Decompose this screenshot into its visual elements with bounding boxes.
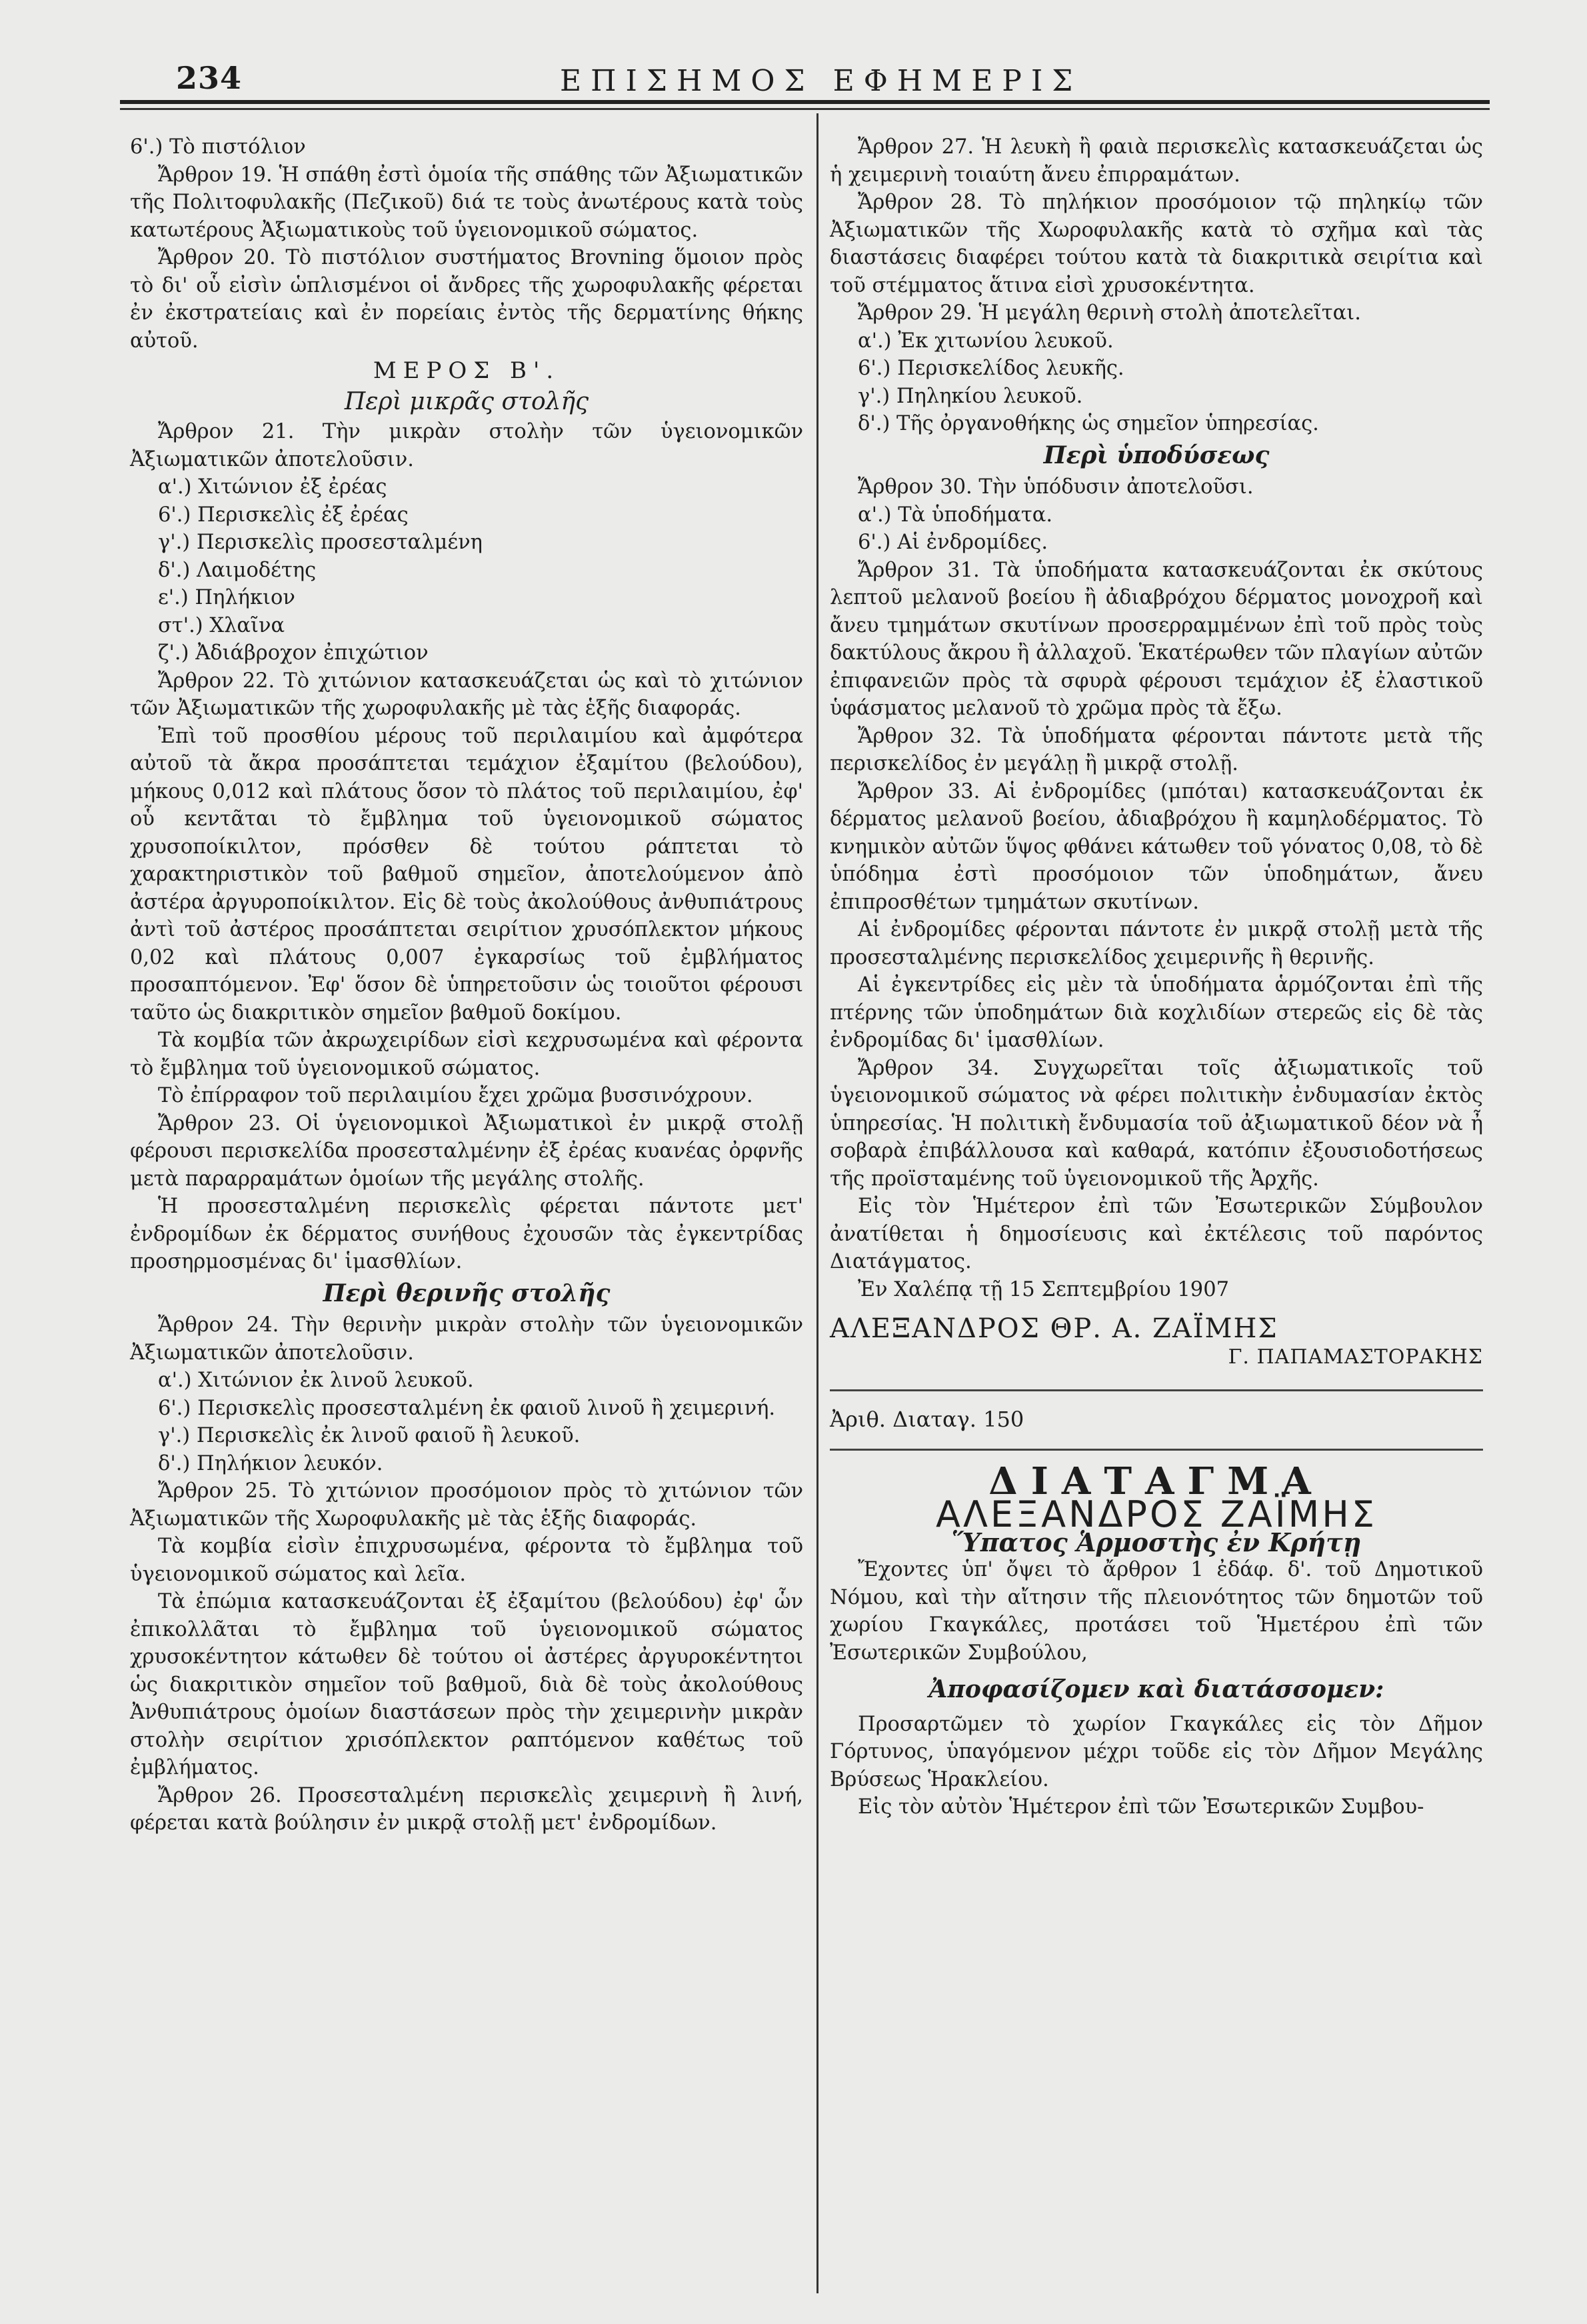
- signature-main: ΑΛΕΞΑΝΔΡΟΣ ΘΡ. Α. ΖΑΪΜΗΣ: [830, 1313, 1278, 1344]
- article-20: Ἄρθρον 20. Τὸ πιστόλιον συστήματος Brovning ὅμοιον πρὸς τὸ δι' οὗ εἰσὶν ὡπλισμένοι οἱ ἄνδρες τῆς χωροφυλακῆς φέρεται ἐν ἐκστρατείαις καὶ ἐν πορείαις ἐντὸς τῆς δερματίνης θήκης αὐτοῦ.: [130, 246, 803, 353]
- paragraph: Εἰς τὸν αὐτὸν Ἡμέτερον ἐπὶ τῶν Ἐσωτερικῶν Συμβου-: [858, 1795, 1424, 1819]
- header-rule: [120, 100, 1490, 104]
- signature-countersign: Γ. ΠΑΠΑΜΑΣΤΟΡΑΚΗΣ: [1228, 1345, 1483, 1369]
- running-title: ΕΠΙΣΗΜΟΣ ΕΦΗΜΕΡΙΣ: [560, 64, 1082, 98]
- issuer-name: ΑΛΕΞΑΝΔΡΟΣ ΖΑΪΜΗΣ: [936, 1493, 1377, 1535]
- part-heading: ΜΕΡΟΣ Β'.: [373, 357, 561, 384]
- list-item: γ'.) Περισκελὶς ἐκ λινοῦ φαιοῦ ἢ λευκοῦ.: [158, 1424, 581, 1447]
- right-column: [830, 133, 1483, 1821]
- paragraph: Τὰ ἐπώμια κατασκευάζονται ἐξ ἐξαμίτου (βελούδου) ἐφ' ὧν ἐπικολλᾶται τὸ ἔμβλημα τοῦ ὑγειονομικοῦ σώματος χρυσοκέντητον κάτωθεν δὲ τούτου οἱ ἀστέρες ἀργυροκέντητοι ὡς διακριτικὸν σημεῖον τοῦ βαθμοῦ, διὰ δὲ τοὺς ἀκολούθους Ἀνθυπιάτρους ὁμοίων διαστάσεων πρὸς τὴν χειμερινὴν μικρὰν στολὴν σειρίτιον χρισόπλεκτον ραπτόμενον καθέτως τοῦ ἐμβλήματος.: [130, 1590, 803, 1779]
- paragraph: Τὸ ἐπίρραφον τοῦ περιλαιμίου ἔχει χρῶμα βυσσινόχρουν.: [158, 1084, 753, 1107]
- list-item: α'.) Ἐκ χιτωνίου λευκοῦ.: [858, 329, 1114, 353]
- article-28: Ἄρθρον 28. Τὸ πηλήκιον προσόμοιον τῷ πηληκίῳ τῶν Ἀξιωματικῶν τῆς Χωροφυλακῆς κατὰ τὸ σχῆμα καὶ τὰς διαστάσεις διαφέρει τούτου κατὰ τὰ διακριτικὰ σειρίτια καὶ τοῦ στέμματος ἅτινα εἰσὶ χρυσοκέντητα.: [830, 191, 1483, 297]
- article-29: Ἄρθρον 29. Ἡ μεγάλη θερινὴ στολὴ ἀποτελεῖται.: [858, 301, 1361, 325]
- paragraph: Αἱ ἐνδρομίδες φέρονται πάντοτε ἐν μικρᾷ στολῇ μετὰ τῆς προσεσταλμένης περισκελίδος χειμερινῆς ἢ θερινῆς.: [830, 918, 1483, 969]
- paragraph: Ἔχοντες ὑπ' ὄψει τὸ ἄρθρον 1 ἐδάφ. δ'. τοῦ Δημοτικοῦ Νόμου, καὶ τὴν αἴτησιν τῆς πλειονότητος τῶν δημοτῶν τοῦ χωρίου Γκαγκάλες, προτάσει τοῦ Ἡμετέρου ἐπὶ τῶν Ἐσωτερικῶν Συμβούλου,: [830, 1558, 1483, 1665]
- article-23: Ἄρθρον 23. Οἱ ὑγειονομικοὶ Ἀξιωματικοὶ ἐν μικρᾷ στολῇ φέρουσι περισκελίδα προσεσταλμένην ἐξ ἐρέας κυανέας ὀρφνῆς μετὰ παραρραμάτων ὁμοίων τῆς μεγάλης στολῆς.: [130, 1111, 803, 1191]
- separator-rule: [830, 1389, 1483, 1391]
- decision-heading: Ἀποφασίζομεν καὶ διατάσσομεν:: [928, 1675, 1384, 1703]
- paragraph: Ἡ προσεσταλμένη περισκελὶς φέρεται πάντοτε μετ' ἐνδρομίδων ἐκ δέρματος συνήθους ἐχουσῶν τὰς ἐγκεντρίδας προσηρμοσμένας δι' ἱμασθλίων.: [130, 1195, 803, 1273]
- list-item: 6'.) Αἱ ἐνδρομίδες.: [858, 531, 1048, 554]
- article-34: Ἄρθρον 34. Συγχωρεῖται τοῖς ἀξιωματικοῖς τοῦ ὑγειονομικοῦ σώματος νὰ φέρει πολιτικὴν ἐνδυμασίαν ἐκτὸς ὑπηρεσίας. Ἡ πολιτικὴ ἔνδυμασία τοῦ ἀξιωματικοῦ δέον νὰ ἦ σοβαρὰ ἐπιβάλλουσα καὶ καθαρά, κατόπιν ἐξουσιοδοτήσεως τῆς προϊσταμένης τοῦ ὑγειονομικοῦ τῆς Ἀρχῆς.: [830, 1056, 1483, 1191]
- list-item: ε'.) Πηλήκιον: [158, 586, 295, 609]
- article-32: Ἄρθρον 32. Τὰ ὑποδήματα φέρονται πάντοτε μετὰ τῆς περισκελίδος ἐν μεγάλῃ ἢ μικρᾷ στολῇ.: [830, 724, 1483, 775]
- issuer-title: Ὕπατος Ἁρμοστὴς ἐν Κρήτῃ: [951, 1527, 1362, 1557]
- article-22: Ἄρθρον 22. Τὸ χιτώνιον κατασκευάζεται ὡς καὶ τὸ χιτώνιον τῶν Ἀξιωματικῶν τῆς χωροφυλακῆς μὲ τὰς ἑξῆς διαφοράς.: [130, 669, 803, 720]
- paragraph: Εἰς τὸν Ἡμέτερον ἐπὶ τῶν Ἐσωτερικῶν Σύμβουλον ἀνατίθεται ἡ δημοσίευσις καὶ ἐκτέλεσις τοῦ παρόντος Διατάγματος.: [830, 1195, 1483, 1273]
- paragraph: Ἐπὶ τοῦ προσθίου μέρους τοῦ περιλαιμίου καὶ ἀμφότερα αὐτοῦ τὰ ἄκρα προσάπτεται τεμάχιον ἐξαμίτου (βελούδου), μήκους 0,012 καὶ πλάτους ὅσον τὸ πλάτος τοῦ περιλαιμίου, ἐφ' οὗ κεντᾶται τὸ ἔμβλημα τοῦ ὑγειονομικοῦ σώματος χρυσοποίκιλτον, πρόσθεν δὲ τούτου ράπτεται τὸ χαρακτηριστικὸν τοῦ βαθμοῦ σημεῖον, ἀποτελούμενον ἀπὸ ἀστέρα ἀργυροποίκιλτον. Εἰς δὲ τοὺς ἀκολούθους ἀνθυπιάτρους ἀντὶ τοῦ ἀστέρος προσάπτεται σειρίτιον χρυσόπλεκτον μήκους 0,02 καὶ πλάτους 0,007 ἐγκαρσίως τοῦ ἐμβλήματος προσαπτόμενον. Ἐφ' ὅσον δὲ ὑπηρετοῦσιν ὡς τοιοῦτοι φέρουσι ταῦτο ὡς διακριτικὸν σημεῖον βαθμοῦ δοκίμου.: [130, 724, 803, 1025]
- section-heading-ypodysis: Περὶ ὑποδύσεως: [1043, 441, 1270, 469]
- list-item: 6'.) Περισκελὶς ἐξ ἐρέας: [158, 503, 409, 527]
- list-item: α'.) Χιτώνιον ἐκ λινοῦ λευκοῦ.: [158, 1369, 474, 1392]
- article-33: Ἄρθρον 33. Αἱ ἐνδρομίδες (μπόται) κατασκευάζονται ἐκ δέρματος μελανοῦ βοείου, ἀδιαβρόχου ἢ καμηλοδέρματος. Τὸ κνημικὸν αὐτῶν ὕψος φθάνει κάτωθεν τοῦ γόνατος 0,08, τὸ δὲ ὑπόδημα ἐστὶ προσόμοιον τῶν ὑποδημάτων, ἄνευ ἐπιπροσθέτων τμημάτων σκυτίνων.: [830, 779, 1483, 914]
- list-item: γ'.) Πηληκίου λευκοῦ.: [858, 384, 1083, 408]
- paragraph: Αἱ ἐγκεντρίδες εἰς μὲν τὰ ὑποδήματα ἁρμόζονται ἐπὶ τῆς πτέρνης τῶν ὑποδημάτων διὰ κοχλιδίων στερεῶς εἰς δὲ τὰς ἐνδρομίδας δι' ἱμασθλίων.: [830, 973, 1483, 1052]
- paragraph: Τὰ κομβία τῶν ἀκρωχειρίδων εἰσὶ κεχρυσωμένα καὶ φέροντα τὸ ἔμβλημα τοῦ ὑγειονομικοῦ σώματος.: [130, 1029, 803, 1080]
- section-heading-therini: Περὶ θερινῆς στολῆς: [323, 1279, 611, 1307]
- list-item: ζ'.) Ἀδιάβροχον ἐπιχώτιον: [158, 641, 429, 665]
- section-heading-mikra: Περὶ μικρᾶς στολῆς: [344, 387, 589, 415]
- page-header: [120, 47, 1486, 107]
- decree-title: ΔΙΑΤΑΓΜΑ: [988, 1459, 1324, 1503]
- date-line: Ἐν Χαλέπᾳ τῇ 15 Σεπτεμβρίου 1907: [858, 1277, 1230, 1301]
- separator-rule: [830, 1449, 1483, 1451]
- paragraph: Τὰ κομβία εἰσὶν ἐπιχρυσωμένα, φέροντα τὸ ἔμβλημα τοῦ ὑγειονομικοῦ σώματος καὶ λεῖα.: [130, 1535, 803, 1586]
- column-divider: [816, 113, 818, 2293]
- article-31: Ἄρθρον 31. Τὰ ὑποδήματα κατασκευάζονται ἐκ σκύτους λεπτοῦ μελανοῦ βοείου ἢ ἀδιαβρόχου δέρματος μονοχροῆ καὶ ἄνευ τμημάτων σκυτίνων προσερραμμένων ἐπὶ τοῦ πρὸς τοὺς δακτύλους ἄκρου ἢ ἀλλαχοῦ. Ἑκατέρωθεν τῶν πλαγίων αὐτῶν ἐπιφανειῶν πρὸς τὰ σφυρὰ φέρουσι τεμάχιον ἐξ ἐλαστικοῦ ὑφάσματος μελανοῦ τὸ χρῶμα πρὸς τὰ ἔξω.: [830, 558, 1483, 720]
- article-19: Ἄρθρον 19. Ἡ σπάθη ἐστὶ ὁμοία τῆς σπάθης τῶν Ἀξιωματικῶν τῆς Πολιτοφυλακῆς (Πεζικοῦ) διά τε τοὺς ἀνωτέρους κατὰ τοὺς κατωτέρους Ἀξιωματικοὺς τοῦ ὑγειονομικοῦ σώματος.: [130, 163, 803, 242]
- list-item: γ'.) Περισκελὶς προσεσταλμένη: [158, 531, 483, 554]
- article-21: Ἄρθρον 21. Τὴν μικρὰν στολὴν τῶν ὑγειονομικῶν Ἀξιωματικῶν ἀποτελοῦσιν.: [130, 420, 803, 471]
- left-column: [130, 133, 803, 1837]
- list-item: δ'.) Λαιμοδέτης: [158, 558, 317, 582]
- article-24: Ἄρθρον 24. Τὴν θερινὴν μικρὰν στολὴν τῶν ὑγειονομικῶν Ἀξιωματικῶν ἀποτελοῦσιν.: [130, 1313, 803, 1365]
- list-item: στ'.) Χλαῖνα: [158, 613, 285, 637]
- article-26: Ἄρθρον 26. Προσεσταλμένη περισκελὶς χειμερινὴ ἢ λινή, φέρεται κατὰ βούλησιν ἐν μικρᾷ στολῇ μετ' ἐνδρομίδων.: [130, 1783, 803, 1835]
- article-25: Ἄρθρον 25. Τὸ χιτώνιον προσόμοιον πρὸς τὸ χιτώνιον τῶν Ἀξιωματικῶν τῆς Χωροφυλακῆς μὲ τὰς ἑξῆς διαφοράς.: [130, 1479, 803, 1531]
- article-27: Ἄρθρον 27. Ἡ λευκὴ ἢ φαιὰ περισκελὶς κατασκευάζεται ὡς ἡ χειμερινὴ τοιαύτη ἄνευ ἐπιρραμάτων.: [830, 135, 1483, 187]
- list-item: 6'.) Περισκελίδος λευκῆς.: [858, 357, 1124, 380]
- article-30: Ἄρθρον 30. Τὴν ὑπόδυσιν ἀποτελοῦσι.: [858, 475, 1254, 499]
- list-item: α'.) Χιτώνιον ἐξ ἐρέας: [158, 475, 387, 499]
- decree-number: Ἀριθ. Διαταγ. 150: [830, 1407, 1024, 1432]
- paragraph: Προσαρτῶμεν τὸ χωρίον Γκαγκάλες εἰς τὸν Δῆμον Γόρτυνος, ὑπαγόμενον μέχρι τοῦδε εἰς τὸν Δῆμον Μεγάλης Βρύσεως Ἡρακλείου.: [830, 1712, 1483, 1791]
- paragraph: 6'.) Τὸ πιστόλιον: [130, 135, 306, 159]
- page-number: 234: [176, 60, 243, 96]
- list-item: δ'.) Πηλήκιον λευκόν.: [158, 1451, 383, 1475]
- list-item: 6'.) Περισκελὶς προσεσταλμένη ἐκ φαιοῦ λινοῦ ἢ χειμερινή.: [158, 1396, 776, 1420]
- header-rule-thin: [120, 108, 1490, 110]
- list-item: α'.) Τὰ ὑποδήματα.: [858, 503, 1053, 527]
- list-item: δ'.) Τῆς ὀργανοθήκης ὡς σημεῖον ὑπηρεσίας.: [858, 412, 1319, 435]
